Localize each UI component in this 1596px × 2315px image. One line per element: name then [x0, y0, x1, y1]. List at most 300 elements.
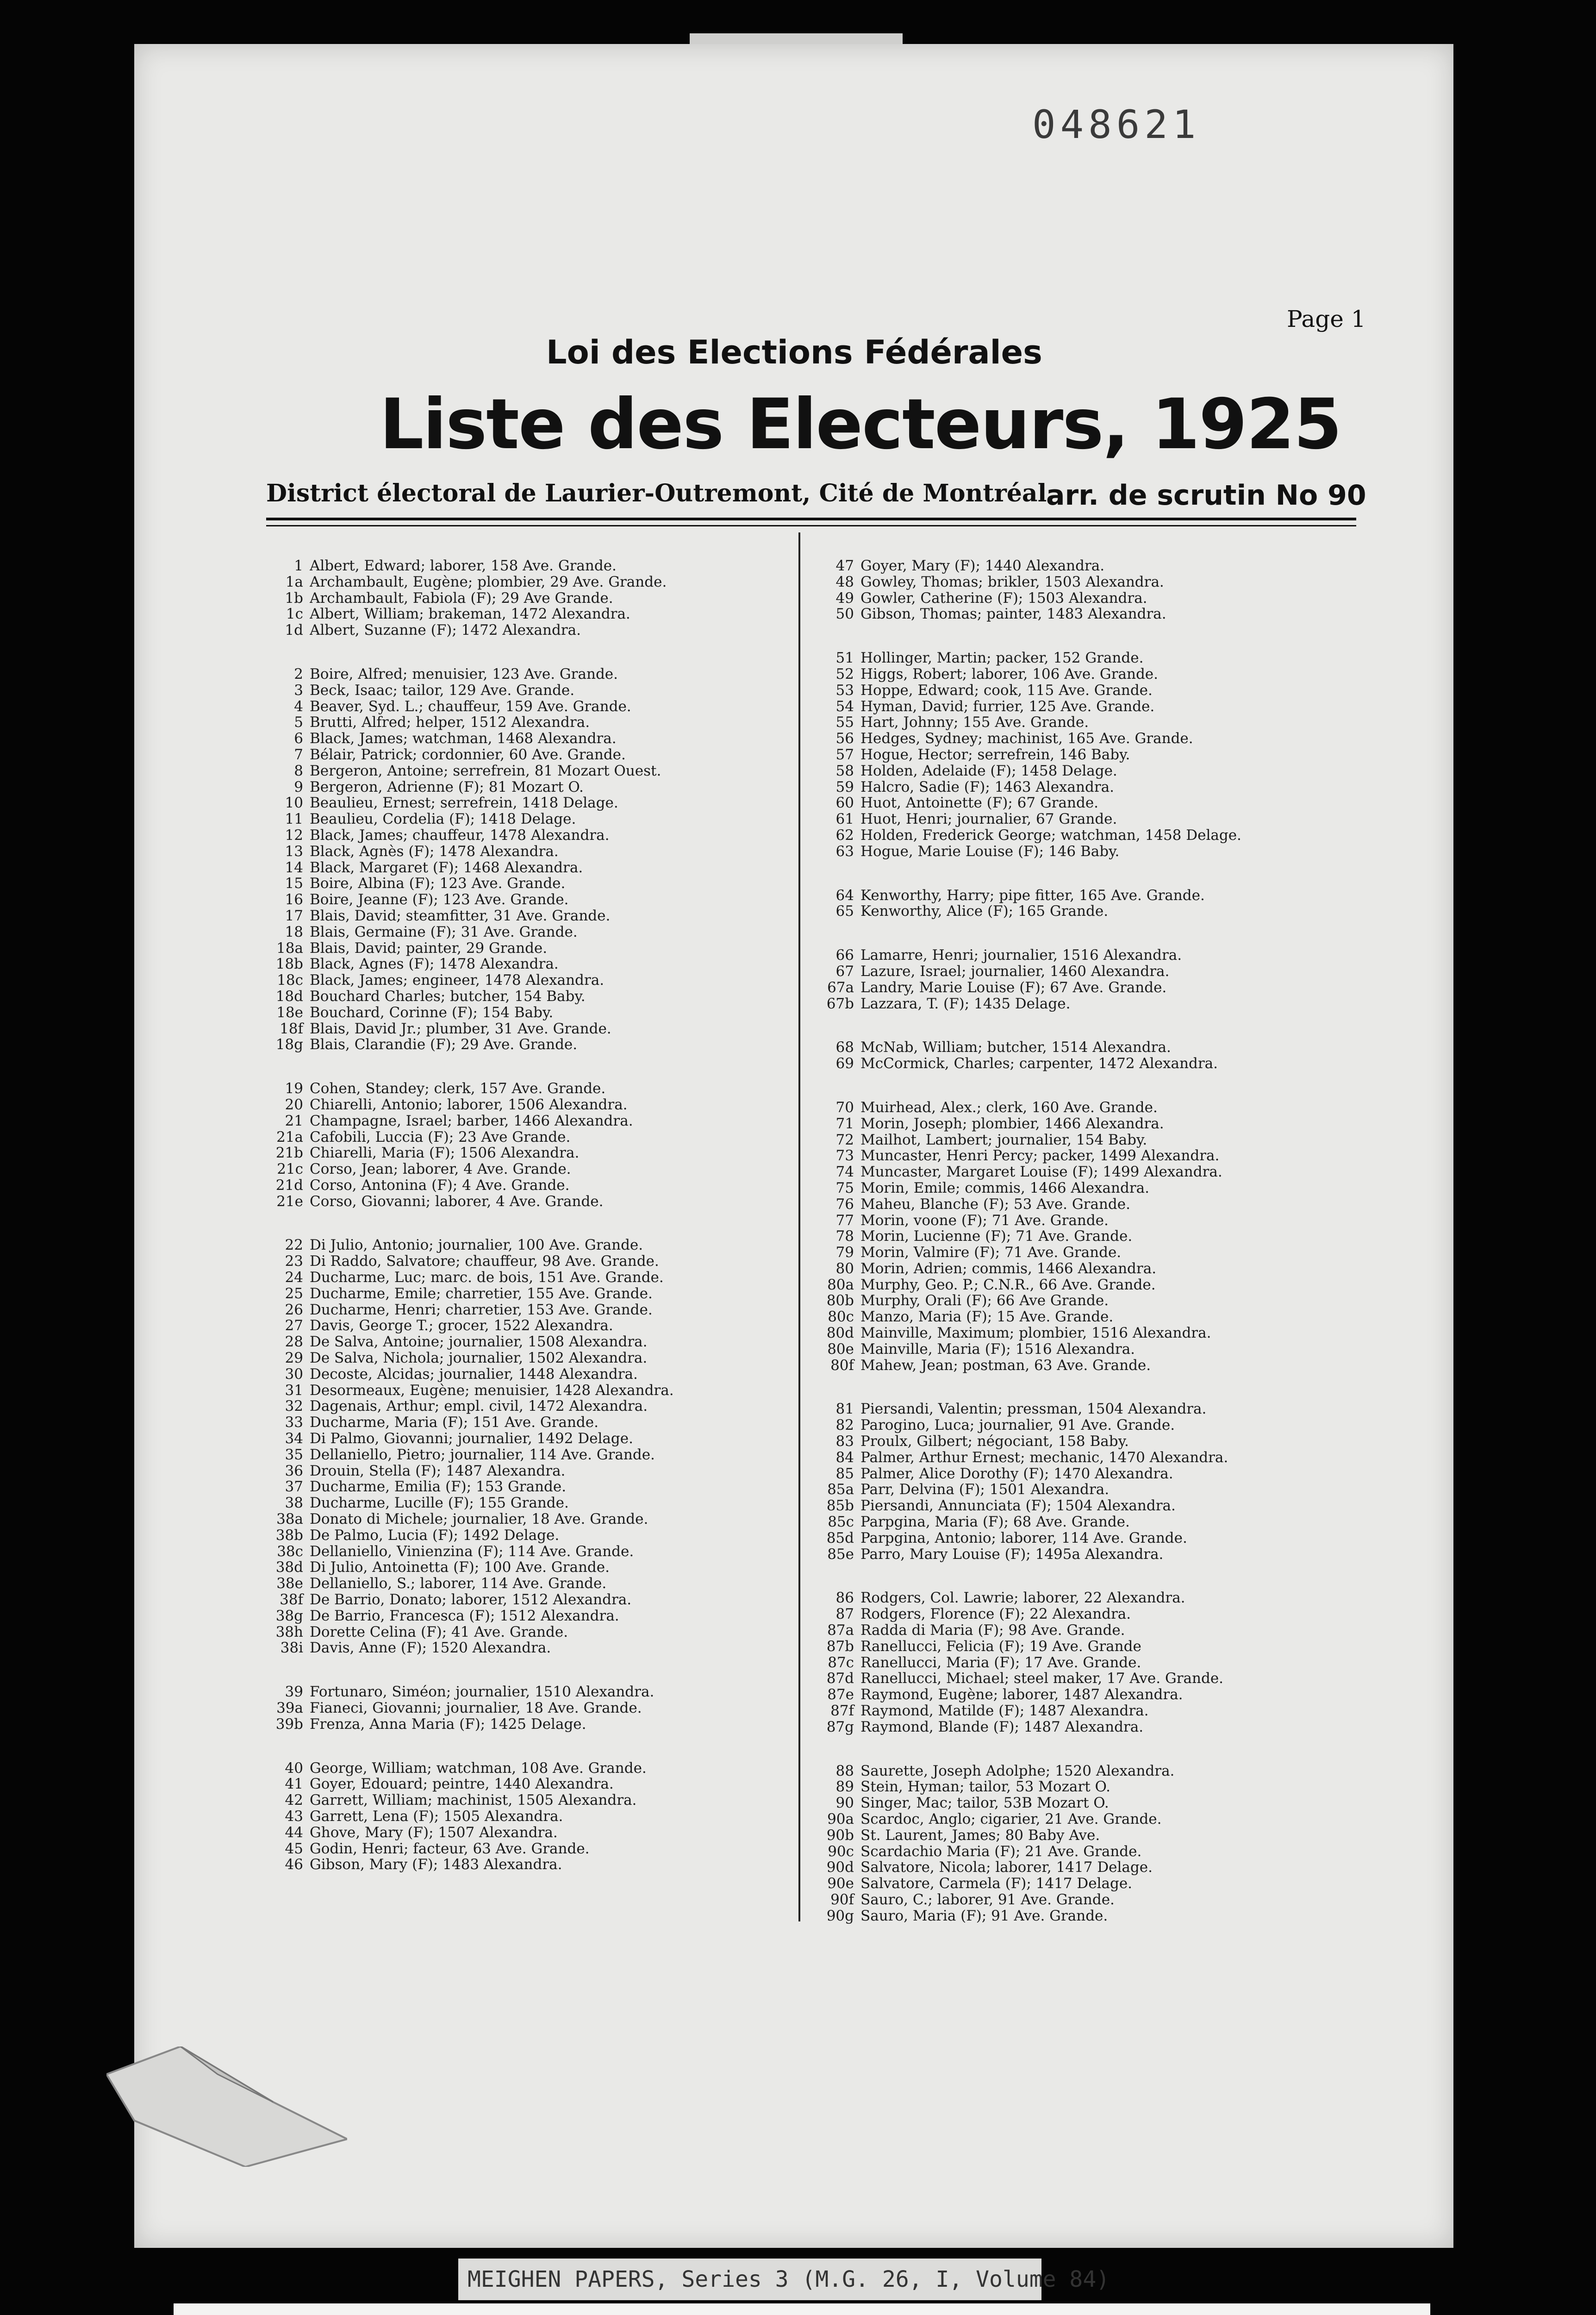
elector-details: Black, James; watchman, 1468 Alexandra.: [310, 731, 617, 747]
elector-number: 43: [285, 1808, 303, 1825]
elector-details: Ranellucci, Felicia (F); 19 Ave. Grande: [860, 1638, 1141, 1655]
elector-entry: [808, 1100, 1345, 1116]
elector-entry: [257, 1792, 789, 1808]
elector-entry: [808, 699, 1345, 715]
elector-entry: [257, 860, 789, 876]
elector-details: Ducharme, Emilia (F); 153 Grande.: [310, 1479, 567, 1495]
elector-entry: [808, 1433, 1345, 1450]
elector-details: Chiarelli, Antonio; laborer, 1506 Alexandra.: [310, 1096, 628, 1113]
elector-details: Raymond, Blande (F); 1487 Alexandra.: [860, 1719, 1144, 1735]
elector-details: Decoste, Alcidas; journalier, 1448 Alexandra.: [310, 1366, 638, 1383]
elector-details: Palmer, Alice Dorothy (F); 1470 Alexandra.: [860, 1465, 1173, 1482]
elector-entry: [808, 1450, 1345, 1466]
elector-details: Morin, Lucienne (F); 71 Ave. Grande.: [860, 1228, 1133, 1245]
elector-entry: [257, 1776, 789, 1792]
elector-number: 67: [835, 963, 854, 980]
elector-number: 65: [835, 903, 854, 920]
elector-entry: [808, 714, 1345, 731]
elector-number: 80a: [827, 1276, 854, 1293]
elector-number: 49: [835, 589, 854, 607]
elector-number: 18a: [276, 939, 303, 957]
elector-details: Beaulieu, Ernest; serrefrein, 1418 Delage.: [310, 795, 618, 812]
group-spacer: [808, 920, 1345, 947]
elector-details: Beaver, Syd. L.; chauffeur, 159 Ave. Grande.: [310, 698, 631, 715]
elector-number: 67b: [826, 995, 854, 1012]
elector-entry: [808, 1876, 1345, 1892]
elector-number: 38g: [275, 1607, 303, 1624]
elector-details: Hogue, Hector; serrefrein, 146 Baby.: [860, 746, 1130, 763]
elector-details: Morin, voone (F); 71 Ave. Grande.: [860, 1212, 1109, 1229]
elector-details: Ducharme, Henri; charretier, 153 Ave. Grande.: [310, 1301, 653, 1318]
elector-entry: [808, 1622, 1345, 1639]
elector-entry: [808, 1417, 1345, 1433]
elector-entry: [808, 779, 1345, 795]
elector-details: Champagne, Israel; barber, 1466 Alexandra.: [310, 1113, 633, 1129]
elector-details: Garrett, Lena (F); 1505 Alexandra.: [310, 1808, 563, 1825]
elector-entry: [808, 1719, 1345, 1735]
elector-entry: [257, 574, 789, 590]
law-title: Loi des Elections Fédérales: [546, 333, 1042, 371]
elector-number: 18g: [275, 1036, 303, 1053]
elector-details: Dorette Celina (F); 41 Ave. Grande.: [310, 1624, 568, 1640]
elector-number: 87e: [827, 1686, 854, 1703]
elector-details: Rodgers, Col. Lawrie; laborer, 22 Alexandra.: [860, 1590, 1185, 1607]
elector-details: Murphy, Orali (F); 66 Ave Grande.: [860, 1293, 1109, 1309]
elector-number: 87f: [830, 1702, 854, 1720]
elector-entry: [808, 606, 1345, 622]
elector-number: 9: [294, 778, 303, 795]
elector-details: Parr, Delvina (F); 1501 Alexandra.: [860, 1482, 1110, 1498]
elector-entry: [257, 622, 789, 638]
elector-entry: [808, 1116, 1345, 1132]
elector-details: Fianeci, Giovanni; journalier, 18 Ave. Grande.: [310, 1700, 642, 1716]
elector-details: Davis, George T.; grocer, 1522 Alexandra.: [310, 1318, 613, 1334]
elector-details: Ghove, Mary (F); 1507 Alexandra.: [310, 1824, 558, 1841]
elector-entry: [257, 1286, 789, 1302]
elector-entry: [257, 827, 789, 844]
elector-entry: [257, 795, 789, 811]
elector-number: 34: [285, 1430, 303, 1447]
elector-details: Morin, Joseph; plombier, 1466 Alexandra.: [860, 1115, 1164, 1132]
elector-entry: [808, 682, 1345, 699]
elector-entry: [257, 590, 789, 607]
group-spacer: [808, 1373, 1345, 1401]
elector-number: 21: [285, 1112, 303, 1129]
elector-number: 54: [835, 698, 854, 715]
elector-details: Di Palmo, Giovanni; journalier, 1492 Delage.: [310, 1431, 633, 1447]
elector-entry: [808, 1482, 1345, 1498]
elector-entry: [808, 1811, 1345, 1827]
elector-details: Albert, Edward; laborer, 158 Ave. Grande.: [310, 558, 617, 574]
elector-number: 69: [835, 1055, 854, 1072]
elector-number: 23: [285, 1253, 303, 1270]
elector-details: Hedges, Sydney; machinist, 165 Ave. Grande.: [860, 731, 1193, 747]
elector-details: Muirhead, Alex.; clerk, 160 Ave. Grande.: [860, 1099, 1158, 1116]
elector-number: 87: [835, 1606, 854, 1623]
elector-entry: [257, 1527, 789, 1544]
elector-number: 17: [285, 907, 303, 924]
elector-entry: [257, 1511, 789, 1527]
elector-details: Morin, Valmire (F); 71 Ave. Grande.: [860, 1245, 1122, 1261]
elector-number: 90f: [830, 1891, 854, 1908]
folded-corner: [106, 2046, 347, 2167]
elector-entry: [257, 1624, 789, 1640]
elector-entry: [257, 876, 789, 892]
elector-entry: [808, 731, 1345, 747]
elector-details: Muncaster, Henri Percy; packer, 1499 Alexandra.: [860, 1148, 1220, 1164]
elector-entry: [257, 1097, 789, 1113]
elector-entry: [808, 996, 1345, 1012]
elector-details: Gibson, Thomas; painter, 1483 Alexandra.: [860, 606, 1166, 623]
elector-entry: [808, 1180, 1345, 1196]
elector-entry: [257, 1113, 789, 1129]
elector-number: 51: [835, 650, 854, 667]
elector-number: 38f: [280, 1591, 303, 1608]
elector-details: Ranellucci, Maria (F); 17 Ave. Grande.: [860, 1654, 1141, 1671]
elector-entry: [808, 1245, 1345, 1261]
elector-details: Chiarelli, Maria (F); 1506 Alexandra.: [310, 1145, 580, 1162]
elector-details: Garrett, William; machinist, 1505 Alexandra.: [310, 1792, 637, 1808]
elector-number: 87a: [827, 1622, 854, 1639]
elector-details: Dellaniello, Vinienzina (F); 114 Ave. Grande.: [310, 1543, 634, 1560]
elector-details: Gibson, Mary (F); 1483 Alexandra.: [310, 1857, 562, 1873]
elector-number: 2: [294, 665, 303, 682]
elector-entry: [257, 714, 789, 731]
archive-reference-tag: MEIGHEN PAPERS, Series 3 (M.G. 26, I, Volume 84): [458, 2259, 1041, 2300]
elector-details: Fortunaro, Siméon; journalier, 1510 Alexandra.: [310, 1684, 655, 1700]
elector-entry: [257, 1177, 789, 1194]
elector-entry: [808, 1293, 1345, 1309]
elector-entry: [257, 1414, 789, 1431]
elector-number: 64: [835, 887, 854, 904]
elector-entry: [257, 747, 789, 763]
elector-details: Boire, Alfred; menuisier, 123 Ave. Grande.: [310, 666, 618, 682]
elector-entry: [808, 763, 1345, 779]
elector-entry: [808, 1132, 1345, 1148]
elector-details: Blais, David; steamfitter, 31 Ave. Grande.: [310, 907, 611, 924]
elector-entry: [257, 1495, 789, 1511]
elector-number: 31: [285, 1382, 303, 1399]
elector-details: Mailhot, Lambert; journalier, 154 Baby.: [860, 1132, 1147, 1148]
archive-label-panel: [174, 2303, 1430, 2315]
elector-number: 15: [285, 875, 303, 892]
group-spacer: [808, 1562, 1345, 1590]
elector-entry: [808, 1892, 1345, 1908]
elector-number: 62: [835, 826, 854, 844]
elector-details: Hogue, Marie Louise (F); 146 Baby.: [860, 843, 1120, 860]
elector-number: 46: [285, 1856, 303, 1873]
elector-number: 40: [285, 1759, 303, 1777]
elector-entry: [808, 590, 1345, 607]
elector-number: 18e: [276, 1004, 303, 1021]
elector-number: 78: [835, 1228, 854, 1245]
elector-number: 82: [835, 1417, 854, 1434]
elector-details: Piersandi, Annunciata (F); 1504 Alexandra.: [860, 1498, 1176, 1514]
elector-number: 38e: [276, 1575, 303, 1592]
elector-details: Albert, Suzanne (F); 1472 Alexandra.: [310, 622, 581, 638]
elector-entry: [257, 1592, 789, 1608]
elector-entry: [257, 1447, 789, 1463]
elector-number: 47: [835, 557, 854, 574]
elector-entry: [808, 1261, 1345, 1277]
elector-details: Dellaniello, S.; laborer, 114 Ave. Grande.: [310, 1576, 607, 1592]
elector-details: Albert, William; brakeman, 1472 Alexandra.: [310, 606, 630, 623]
group-spacer: [808, 1072, 1345, 1100]
elector-details: McNab, William; butcher, 1514 Alexandra.: [860, 1039, 1171, 1056]
elector-details: Drouin, Stella (F); 1487 Alexandra.: [310, 1463, 566, 1479]
elector-details: Di Julio, Antoinetta (F); 100 Ave. Grande.: [310, 1559, 610, 1576]
elector-details: Sauro, Maria (F); 91 Ave. Grande.: [860, 1908, 1108, 1924]
elector-number: 80d: [826, 1325, 854, 1342]
elector-number: 85d: [826, 1529, 854, 1546]
elector-number: 56: [835, 730, 854, 747]
elector-details: Gowley, Thomas; brikler, 1503 Alexandra.: [860, 574, 1164, 590]
elector-entry: [808, 1277, 1345, 1293]
elector-number: 1c: [286, 606, 303, 623]
elector-details: Black, James; engineer, 1478 Alexandra.: [310, 972, 605, 989]
elector-details: Goyer, Mary (F); 1440 Alexandra.: [860, 558, 1105, 574]
elector-number: 90e: [827, 1875, 854, 1892]
elector-details: Scardachio Maria (F); 21 Ave. Grande.: [860, 1843, 1142, 1860]
elector-details: Manzo, Maria (F); 15 Ave. Grande.: [860, 1309, 1114, 1326]
elector-entry: [257, 1841, 789, 1857]
elector-number: 79: [835, 1244, 854, 1261]
elector-number: 45: [285, 1840, 303, 1857]
elector-details: Salvatore, Nicola; laborer, 1417 Delage.: [860, 1859, 1153, 1876]
elector-entry: [808, 795, 1345, 811]
elector-details: Lamarre, Henri; journalier, 1516 Alexandra.: [860, 947, 1182, 964]
elector-number: 21d: [275, 1176, 303, 1194]
elector-number: 80b: [826, 1292, 854, 1309]
elector-number: 10: [285, 795, 303, 812]
elector-details: Stein, Hyman; tailor, 53 Mozart O.: [860, 1779, 1110, 1796]
elector-number: 41: [285, 1776, 303, 1793]
elector-details: Black, Agnès (F); 1478 Alexandra.: [310, 843, 559, 860]
elector-details: Parpgina, Maria (F); 68 Ave. Grande.: [860, 1514, 1130, 1530]
elector-details: Blais, David Jr.; plumber, 31 Ave. Grande.: [310, 1020, 611, 1037]
elector-details: Bouchard Charles; butcher, 154 Baby.: [310, 988, 586, 1005]
elector-entry: [257, 1194, 789, 1210]
elector-number: 76: [835, 1195, 854, 1213]
elector-number: 59: [835, 778, 854, 795]
elector-number: 90d: [826, 1859, 854, 1876]
elector-number: 38d: [275, 1559, 303, 1576]
elector-entry: [257, 1559, 789, 1576]
elector-entry: [808, 827, 1345, 844]
elector-details: Landry, Marie Louise (F); 67 Ave. Grande.: [860, 979, 1167, 996]
elector-entry: [808, 1779, 1345, 1795]
elector-number: 1: [294, 557, 303, 574]
elector-details: Corso, Antonina (F); 4 Ave. Grande.: [310, 1177, 570, 1194]
elector-details: Muncaster, Margaret Louise (F); 1499 Alexandra.: [860, 1164, 1222, 1180]
elector-entry: [257, 699, 789, 715]
elector-entry: [257, 1334, 789, 1350]
elector-number: 88: [835, 1762, 854, 1779]
elector-number: 90g: [826, 1907, 854, 1924]
elector-entry: [257, 682, 789, 699]
elector-number: 68: [835, 1039, 854, 1056]
elector-entry: [257, 1383, 789, 1399]
elector-number: 38: [285, 1495, 303, 1512]
elector-number: 18b: [275, 956, 303, 973]
elector-details: Raymond, Eugène; laborer, 1487 Alexandra.: [860, 1687, 1183, 1703]
group-spacer: [808, 1012, 1345, 1039]
elector-details: Rodgers, Florence (F); 22 Alexandra.: [860, 1606, 1131, 1623]
elector-details: Archambault, Eugène; plombier, 29 Ave. Grande.: [310, 574, 667, 590]
elector-details: Hoppe, Edward; cook, 115 Ave. Grande.: [860, 682, 1153, 699]
elector-number: 33: [285, 1414, 303, 1431]
elector-entry: [808, 1309, 1345, 1325]
elector-entry: [257, 1021, 789, 1037]
group-spacer: [257, 1733, 789, 1760]
elector-entry: [257, 1270, 789, 1286]
elector-number: 11: [285, 811, 303, 828]
elector-entry: [808, 980, 1345, 996]
elector-number: 85c: [828, 1514, 854, 1531]
elector-entry: [257, 1350, 789, 1366]
group-spacer: [257, 1656, 789, 1684]
elector-entry: [808, 1795, 1345, 1811]
elector-entry: [257, 1037, 789, 1053]
elector-entry: [257, 1760, 789, 1777]
elector-details: Davis, Anne (F); 1520 Alexandra.: [310, 1640, 551, 1657]
elector-number: 1b: [285, 589, 303, 607]
elector-number: 24: [285, 1269, 303, 1286]
elector-details: De Barrio, Francesca (F); 1512 Alexandra.: [310, 1608, 619, 1624]
elector-details: De Salva, Nichola; journalier, 1502 Alexandra.: [310, 1350, 648, 1366]
elector-entry: [808, 1763, 1345, 1779]
elector-entry: [257, 731, 789, 747]
elector-details: Di Julio, Antonio; journalier, 100 Ave. Grande.: [310, 1237, 643, 1254]
elector-number: 29: [285, 1350, 303, 1367]
elector-number: 84: [835, 1449, 854, 1466]
elector-number: 42: [285, 1792, 303, 1809]
elector-details: De Barrio, Donato; laborer, 1512 Alexandra.: [310, 1592, 632, 1608]
elector-details: Beaulieu, Cordelia (F); 1418 Delage.: [310, 811, 576, 827]
elector-details: Donato di Michele; journalier, 18 Ave. Grande.: [310, 1511, 648, 1527]
elector-entry: [808, 1466, 1345, 1482]
elector-entry: [257, 956, 789, 972]
elector-details: Godin, Henri; facteur, 63 Ave. Grande.: [310, 1840, 590, 1857]
elector-details: Blais, David; painter, 29 Grande.: [310, 940, 548, 957]
elector-entry: [808, 811, 1345, 827]
elector-details: Scardoc, Anglo; cigarier, 21 Ave. Grande.: [860, 1811, 1162, 1827]
elector-details: Archambault, Fabiola (F); 29 Ave Grande.: [310, 590, 613, 607]
elector-entry: [257, 811, 789, 827]
elector-details: Raymond, Matilde (F); 1487 Alexandra.: [860, 1703, 1149, 1719]
elector-number: 55: [835, 714, 854, 731]
elector-number: 8: [294, 762, 303, 779]
elector-entry: [808, 1148, 1345, 1164]
elector-entry: [257, 1608, 789, 1624]
elector-entry: [808, 1325, 1345, 1341]
elector-entry: [808, 1546, 1345, 1563]
elector-details: Cafobili, Luccia (F); 23 Ave Grande.: [310, 1129, 571, 1145]
elector-details: St. Laurent, James; 80 Baby Ave.: [860, 1827, 1100, 1844]
elector-entry: [808, 666, 1345, 682]
elector-number: 57: [835, 746, 854, 763]
elector-entry: [808, 650, 1345, 666]
elector-number: 18: [285, 923, 303, 940]
elector-number: 80c: [828, 1308, 854, 1326]
elector-entry: [257, 1479, 789, 1495]
elector-entry: [808, 903, 1345, 920]
elector-entry: [808, 1844, 1345, 1860]
elector-number: 27: [285, 1317, 303, 1334]
elector-entry: [808, 1039, 1345, 1056]
elector-number: 90b: [826, 1827, 854, 1844]
elector-entry: [808, 1639, 1345, 1655]
elector-details: Bergeron, Adrienne (F); 81 Mozart O.: [310, 779, 584, 795]
elector-number: 87g: [826, 1718, 854, 1735]
elector-entry: [257, 1544, 789, 1560]
elector-number: 58: [835, 762, 854, 779]
elector-number: 39b: [275, 1715, 303, 1733]
elector-details: Mainville, Maximum; plombier, 1516 Alexandra.: [860, 1325, 1211, 1341]
elector-number: 85: [835, 1465, 854, 1482]
elector-number: 30: [285, 1365, 303, 1383]
elector-number: 80e: [827, 1340, 854, 1358]
elector-entry: [257, 1237, 789, 1253]
elector-number: 90c: [828, 1843, 854, 1860]
elector-entry: [808, 747, 1345, 763]
elector-entry: [257, 1576, 789, 1592]
elector-entry: [257, 908, 789, 924]
elector-entry: [808, 1196, 1345, 1213]
elector-number: 12: [285, 826, 303, 844]
elector-number: 61: [835, 811, 854, 828]
elector-entry: [808, 1164, 1345, 1180]
elector-details: Halcro, Sadie (F); 1463 Alexandra.: [860, 779, 1114, 795]
elector-entry: [257, 989, 789, 1005]
elector-number: 77: [835, 1212, 854, 1229]
elector-number: 37: [285, 1478, 303, 1495]
elector-details: Palmer, Arthur Ernest; mechanic, 1470 Alexandra.: [860, 1449, 1228, 1466]
elector-details: Maheu, Blanche (F); 53 Ave. Grande.: [860, 1196, 1130, 1213]
elector-number: 48: [835, 573, 854, 590]
elector-entry: [808, 1590, 1345, 1606]
elector-entry: [257, 1253, 789, 1270]
elector-entry: [808, 1827, 1345, 1844]
elector-entry: [808, 1606, 1345, 1622]
elector-entry: [808, 1655, 1345, 1671]
elector-number: 52: [835, 665, 854, 682]
header-rule-thin: [266, 525, 1356, 526]
elector-details: Corso, Giovanni; laborer, 4 Ave. Grande.: [310, 1193, 604, 1210]
elector-details: Singer, Mac; tailor, 53B Mozart O.: [860, 1795, 1109, 1811]
elector-details: De Palmo, Lucia (F); 1492 Delage.: [310, 1527, 560, 1544]
elector-details: Bergeron, Antoine; serrefrein, 81 Mozart Ouest.: [310, 763, 661, 779]
elector-details: Beck, Isaac; tailor, 129 Ave. Grande.: [310, 682, 575, 699]
elector-number: 19: [285, 1080, 303, 1097]
elector-entry: [257, 779, 789, 795]
group-spacer: [808, 622, 1345, 650]
list-title: Liste des Electeurs, 1925: [380, 384, 1341, 465]
elector-number: 85e: [827, 1545, 854, 1563]
elector-entry: [257, 1302, 789, 1318]
group-spacer: [808, 1735, 1345, 1763]
elector-number: 38h: [275, 1623, 303, 1640]
elector-details: Blais, Germaine (F); 31 Ave. Grande.: [310, 924, 578, 940]
elector-number: 89: [835, 1778, 854, 1796]
elector-number: 87b: [826, 1638, 854, 1655]
elector-details: Mainville, Maria (F); 1516 Alexandra.: [860, 1341, 1135, 1358]
right-column: [808, 558, 1345, 1924]
elector-details: Parogino, Luca; journalier, 91 Ave. Grande.: [860, 1417, 1175, 1434]
poll-number: arr. de scrutin No 90: [1046, 479, 1366, 512]
elector-number: 38c: [277, 1543, 303, 1560]
page-label: Page 1: [1287, 306, 1366, 332]
